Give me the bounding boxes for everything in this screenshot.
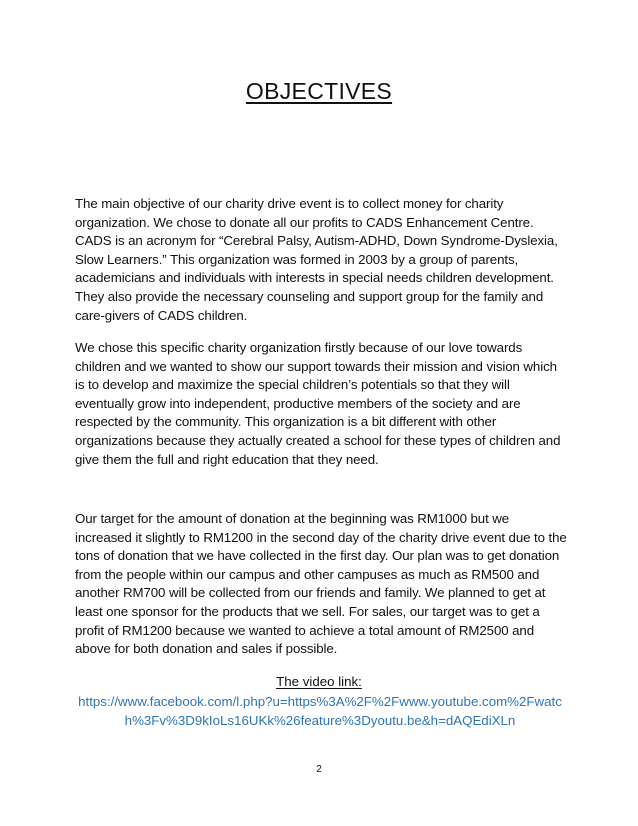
paragraph-target: Our target for the amount of donation at the beginning was RM1000 but we increased it slightly to RM1200 in the second day of the charity drive event due to the tons of donation that we have collected in the first day. Our plan was to get donation from the people within our campus and other campuses as much as RM500 and another RM700 will be collected from our friends and family. We planned to get at least one sponsor for the products that we sell. For sales, our target was to get a profit of RM1200 because we wanted to achieve a total amount of RM2500 and above for both donation and sales if possible. [75,511,567,657]
paragraph-objective: The main objective of our charity drive event is to collect money for charity organization. We chose to donate all our profits to CADS Enhancement Centre. CADS is an acronym for “Cerebral Palsy, Autism-ADHD, Down Syndrome-Dyslexia, Slow Learners.” This organization was formed in 2003 by a group of parents, academicians and individuals with interests in special needs children development. They also provide the necessary counseling and support group for the family and care-givers of CADS children. [75,196,558,323]
video-link[interactable]: https://www.facebook.com/l.php?u=https%3A%2F%2Fwww.youtube.com%2Fwatch%3Fv%3D9kIoLs16UKk%26feature%3Dyoutu.be&h=dAQEdiXLn [78,694,562,728]
video-link-label: The video link: [276,674,362,689]
page-title: OBJECTIVES [245,78,393,104]
page-number: 2 [316,764,322,775]
paragraph-reason: We chose this specific charity organization firstly because of our love towards children and we wanted to show our support towards their mission and vision which is to develop and maximize the special children’s potentials so that they will eventually grow into independent, productive members of the society and are respected by the community. This organization is a bit different with other organizations because they actually created a school for these types of children and give them the full and right education that they need. [75,340,561,467]
